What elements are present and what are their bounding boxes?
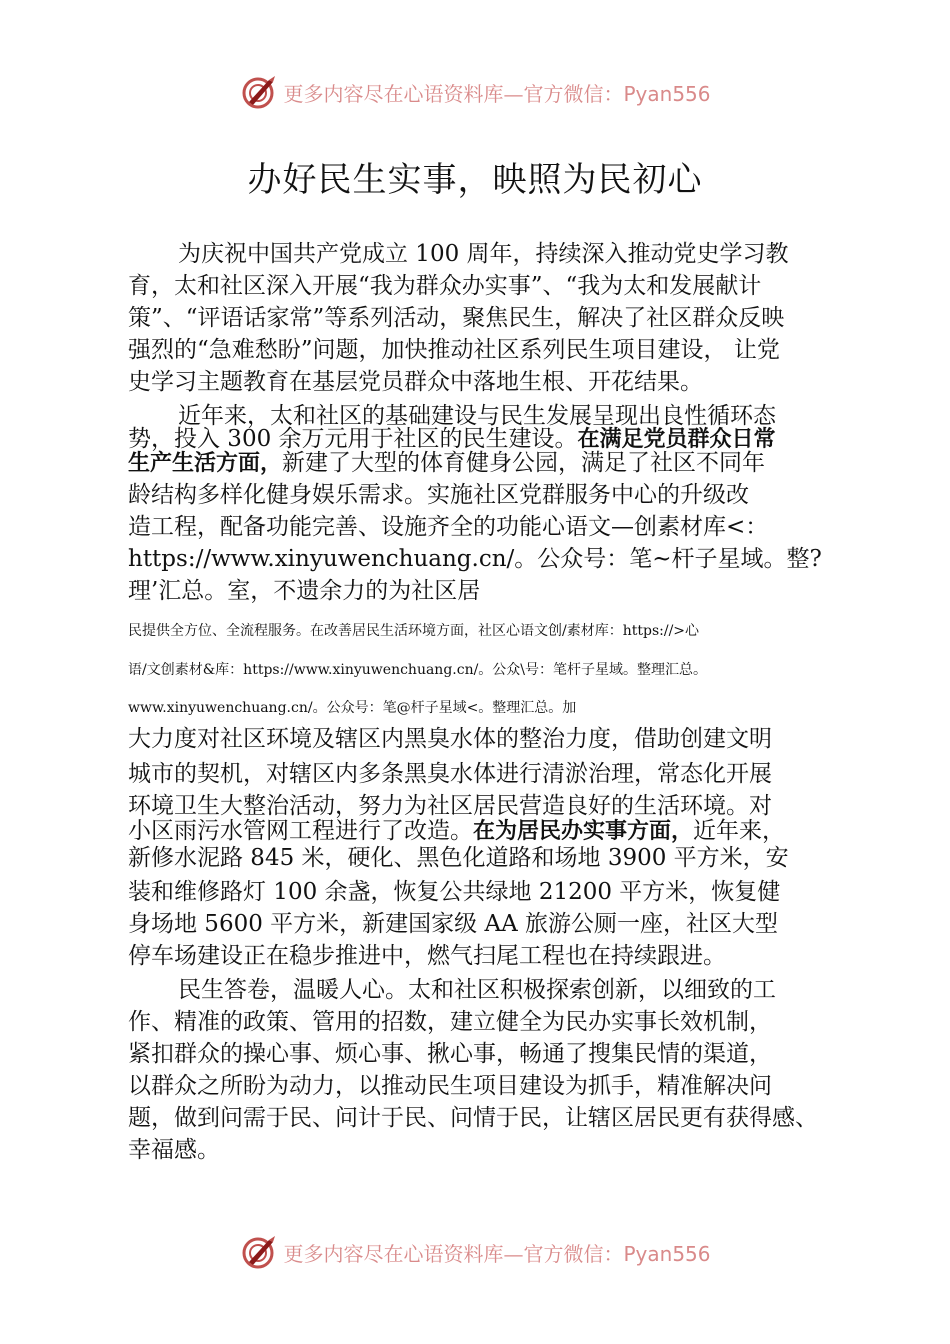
small-line-2: 语/文创素材&库：https://www.xinyuwenchuang.cn/。公众\号：笔杆子星域。整理汇总。 [128, 662, 708, 678]
p3-line-2: 城市的契机，对辖区内多条黑臭水体进行清淤治理，常态化开展 [128, 761, 772, 787]
page-title: 办好民生实事，映照为民初心 [247, 160, 703, 200]
footer-banner [0, 1232, 950, 1272]
p4-line-4: 以群众之所盼为动力，以推动民生项目建设为抓手，精准解决问 [128, 1073, 772, 1099]
banner-text: 更多内容尽在心语资料库—官方微信：Pyan556 [283, 81, 711, 106]
highlight-daily-life: 在满足党员群众日常 [577, 427, 776, 452]
p4-line-5: 题，做到问需于民、问计于民、问情于民，让辖区居民更有获得感、 [128, 1105, 818, 1131]
p2-line-6: https://www.xinyuwenchuang.cn/。公众号：笔~杆子星域。整? [128, 546, 822, 572]
highlight-practical-matters: 在为居民办实事方面， [473, 819, 694, 844]
p1-line-5: 史学习主题教育在基层党员群众中落地生根、开花结果。 [128, 369, 703, 395]
p3-line-8: 停车场建设正在稳步推进中，燃气扫尾工程也在持续跟进。 [128, 943, 726, 969]
p2-line-7: 理’汇总。室，不遗余力的为社区居 [128, 578, 481, 604]
header-banner [0, 72, 950, 112]
small-line-3: www.xinyuwenchuang.cn/。公众号：笔@杆子星域<。整理汇总。加 [128, 700, 577, 716]
p4-line-2: 作、精准的政策、管用的招数，建立健全为民办实事长效机制， [128, 1009, 772, 1035]
pen-logo-icon [239, 72, 279, 112]
p4-line-1: 民生答卷，温暖人心。太和社区积极探索创新，以细致的工 [178, 977, 776, 1003]
p3-line-6: 装和维修路灯 100 余盏，恢复公共绿地 21200 平方米，恢复健 [128, 879, 781, 905]
banner-text: 更多内容尽在心语资料库—官方微信：Pyan556 [283, 1241, 711, 1266]
pen-logo-icon [239, 1232, 279, 1272]
p1-line-4: 强烈的“急难愁盼”问题，加快推动社区系列民生项目建设， 让党 [128, 337, 780, 363]
p1-line-2: 育，太和社区深入开展“我为群众办实事”、“我为太和发展献计 [128, 273, 762, 299]
p3-line-4: 小区雨污水管网工程进行了改造。在为居民办实事方面，近年来， [128, 818, 786, 844]
p3-line-1: 大力度对社区环境及辖区内黑臭水体的整治力度，借助创建文明 [128, 726, 772, 752]
p3-line-5: 新修水泥路 845 米，硬化、黑色化道路和场地 3900 平方米，安 [128, 845, 789, 871]
p1-line-1: 为庆祝中国共产党成立 100 周年，持续深入推动党史学习教 [178, 241, 789, 267]
p2-line-1: 近年来，太和社区的基础建设与民生发展呈现出良性循环态 [178, 403, 776, 429]
small-line-1: 民提供全方位、全流程服务。在改善居民生活环境方面，社区心语文创/素材库：https://>心 [128, 623, 700, 639]
p3-line-3: 环境卫生大整治活动，努力为社区居民营造良好的生活环境。对 [128, 793, 772, 819]
p1-line-3: 策”、“评语话家常”等系列活动，聚焦民生，解决了社区群众反映 [128, 305, 785, 331]
p3-line-7: 身场地 5600 平方米，新建国家级 AA 旅游公厕一座，社区大型 [128, 911, 778, 937]
highlight-production: 生产生活方面， [128, 451, 283, 476]
p4-line-6: 幸福感。 [128, 1137, 220, 1163]
p2-line-5: 造工程，配备功能完善、设施齐全的功能心语文—创素材库<： [128, 514, 769, 540]
p2-line-3: 生产生活方面，新建了大型的体育健身公园，满足了社区不同年 [128, 450, 766, 476]
p4-line-3: 紧扣群众的操心事、烦心事、揪心事，畅通了搜集民情的渠道， [128, 1041, 772, 1067]
p2-line-2: 势，投入 300 余万元用于社区的民生建设。在满足党员群众日常 [128, 426, 776, 452]
p2-line-4: 龄结构多样化健身娱乐需求。实施社区党群服务中心的升级改 [128, 482, 749, 508]
